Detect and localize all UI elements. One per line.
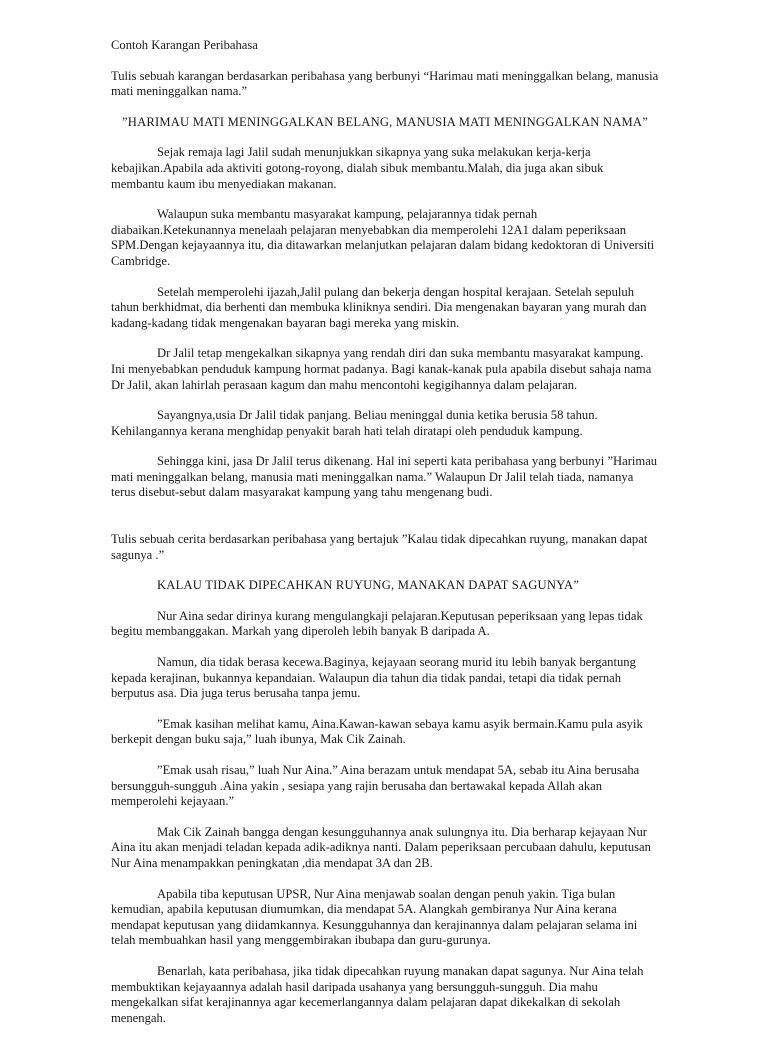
section-2-heading: KALAU TIDAK DIPECAHKAN RUYUNG, MANAKAN DAPAT SAGUNYA” [157, 578, 580, 593]
section-2-paragraph-3: ”Emak kasihan melihat kamu, Aina.Kawan-kawan sebaya kamu asyik bermain.Kamu pula asyik berkepit dengan buku saja,” luah ibunya, Mak Cik Zainah. [111, 716, 643, 747]
section-2-paragraph-2: Namun, dia tidak berasa kecewa.Baginya, kejayaan seorang murid itu lebih banyak bergantung kepada kerajinan, bukannya kepandaian. Walaupun dia tahun dia tidak pandai, tetapi dia tidak pernah berputus asa. Dia juga terus berusaha tanpa jemu. [111, 655, 636, 701]
section-1-paragraph-5: Sayangnya,usia Dr Jalil tidak panjang. Beliau meninggal dunia ketika berusia 58 tahun. Kehilangannya kerana menghidap penyakit barah hati telah diratapi oleh penduduk kampung. [111, 408, 598, 438]
section-1-paragraph-6: Sehingga kini, jasa Dr Jalil terus dikenang. Hal ini seperti kata peribahasa yang berbunyi ”Harimau mati meninggalkan belang, manusia mati meninggalkan nama.” Walaupun Dr Jalil telah tiada, namanya terus disebut-sebut dalam masyarakat kampung yang tahu mengenang budi. [111, 454, 658, 500]
document-page [111, 38, 659, 1041]
section-2-instruction: Tulis sebuah cerita berdasarkan peribahasa yang bertajuk ”Kalau tidak dipecahkan ruyung, manakan dapat sagunya .” [111, 532, 648, 562]
section-2-paragraph-6: Apabila tiba keputusan UPSR, Nur Aina menjawab soalan dengan penuh yakin. Tiga bulan kemudian, apabila keputusan diumumkan, dia mendapat 5A. Alangkah gembiranya Nur Aina kerana mendapat keputusan yang diidamkannya. Kesungguhannya dan kerajinannya dalam pelajaran selama ini telah membuahkan hasil yang menggembirakan ibubapa dan guru-gurunya. [111, 886, 638, 948]
section-1-paragraph-2: Walaupun suka membantu masyarakat kampung, pelajarannya tidak pernah diabaikan.Ketekunannya menelaah pelajaran menyebabkan dia memperolehi 12A1 dalam peperiksaan SPM.Dengan kejayaannya itu, dia ditawarkan melanjutkan pelajaran dalam bidang kedoktoran di Universiti Cambridge. [111, 207, 655, 268]
section-divider-space [111, 516, 659, 532]
section-1-paragraph-4: Dr Jalil tetap mengekalkan sikapnya yang rendah diri dan suka membantu masyarakat kampung. Ini menyebabkan penduduk kampung hormat padanya. Bagi kanak-kanak pula apabila disebut sahaja nama Dr Jalil, akan lahirlah perasaan kagum dan mahu mencontohi kegigihannya dalam pelajaran. [111, 346, 652, 392]
section-2-paragraph-7: Benarlah, kata peribahasa, jika tidak dipecahkan ruyung manakan dapat sagunya. Nur Aina telah membuktikan kejayaannya adalah hasil daripada usahanya yang bersungguh-sungguh. Dia mahu mengekalkan sifat kerajinannya agar kecemerlangannya dalam pelajaran dapat dikekalkan di sekolah menengah. [111, 963, 644, 1025]
section-2-paragraph-1: Nur Aina sedar dirinya kurang mengulangkaji pelajaran.Keputusan peperiksaan yang lepas tidak begitu membanggakan. Markah yang diperoleh lebih banyak B daripada A. [111, 608, 643, 639]
section-2-paragraph-5: Mak Cik Zainah bangga dengan kesungguhannya anak sulungnya itu. Dia berharap kejayaan Nur Aina itu akan menjadi teladan kepada adik-adiknya nanti. Dalam peperiksaan percubaan dahulu, keputusan Nur Aina menampakkan peningkatan ,dia mendapat 3A dan 2B. [111, 824, 651, 870]
section-1-paragraph-3: Setelah memperolehi ijazah,Jalil pulang dan bekerja dengan hospital kerajaan. Setelah sepuluh tahun berkhidmat, dia berhenti dan membuka kliniknya sendiri. Dia mengenakan bayaran yang murah dan kadang-kadang tidak mengenakan bayaran bagi mereka yang miskin. [111, 284, 647, 330]
document-title: Contoh Karangan Peribahasa [111, 38, 258, 52]
section-2-paragraph-4: ”Emak usah risau,” luah Nur Aina.” Aina berazam untuk mendapat 5A, sebab itu Aina berusaha bersungguh-sungguh .Aina yakin , sesiapa yang rajin berusaha dan bertawakal kepada Allah akan memperolehi kejayaan.” [111, 763, 640, 809]
section-1-paragraph-1: Sejak remaja lagi Jalil sudah menunjukkan sikapnya yang suka melakukan kerja-kerja kebajikan.Apabila ada aktiviti gotong-royong, dialah sibuk membantu.Malah, dia juga akan sibuk membantu kaum ibu menyediakan makanan. [111, 145, 604, 191]
section-1-heading: ”HARIMAU MATI MENINGGALKAN BELANG, MANUSIA MATI MENINGGALKAN NAMA” [121, 114, 648, 129]
section-1-instruction: Tulis sebuah karangan berdasarkan peribahasa yang berbunyi “Harimau mati meninggalkan belang, manusia mati meninggalkan nama.” [111, 68, 659, 99]
